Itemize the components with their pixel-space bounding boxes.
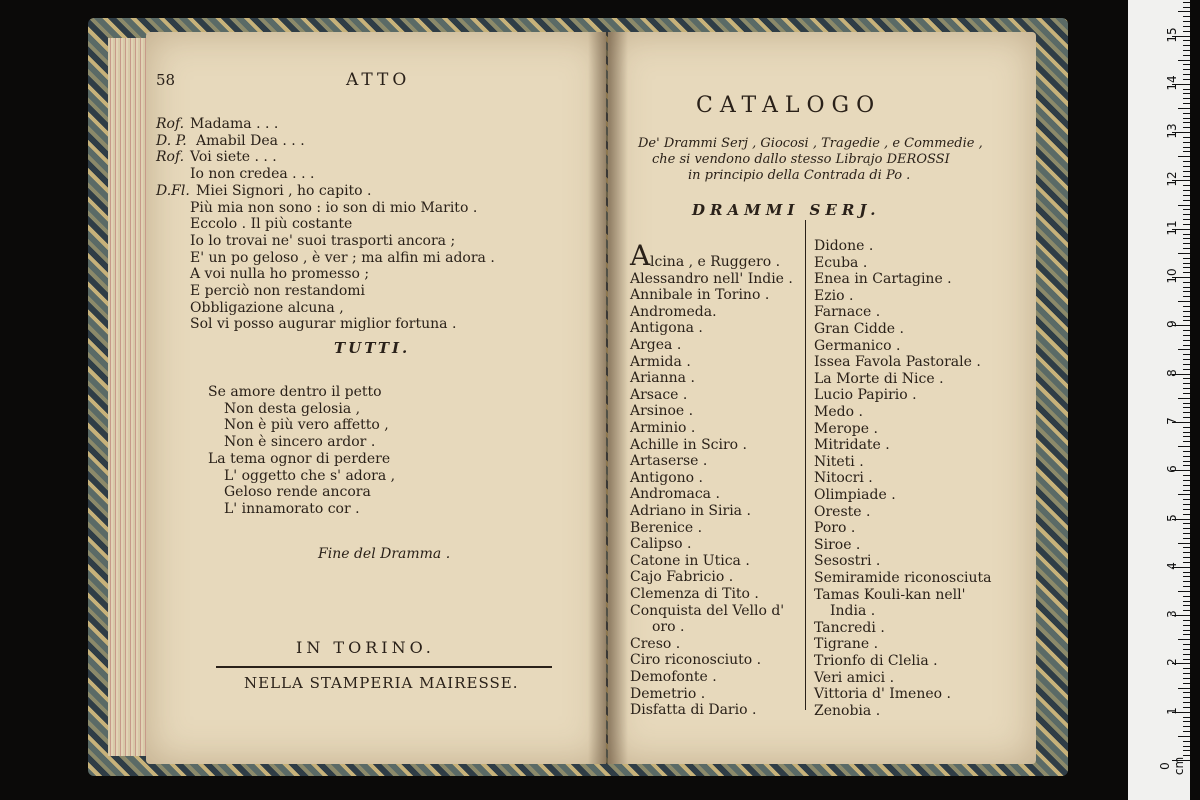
- catalog-entry: Trionfo di Clelia .: [814, 653, 938, 669]
- ruler-tick: [1183, 16, 1190, 17]
- ruler-tick: [1183, 258, 1190, 259]
- ruler-tick: [1183, 441, 1190, 442]
- ruler-tick: [1183, 234, 1190, 235]
- catalog-entry: Gran Cidde .: [814, 321, 904, 337]
- tutti-line: L' oggetto che s' adora ,: [224, 467, 396, 484]
- ruler-tick: [1183, 475, 1190, 476]
- ruler-tick: [1183, 171, 1190, 172]
- ruler-tick: [1183, 683, 1190, 684]
- ruler-tick: [1183, 287, 1190, 288]
- ruler-tick: [1183, 649, 1190, 650]
- speaker-label: Rof.: [156, 149, 185, 166]
- ruler-tick: [1183, 625, 1190, 626]
- ruler-tick: [1183, 451, 1190, 452]
- dialogue-line: Più mia non sono : io son di mio Marito .: [190, 199, 478, 216]
- ruler-tick: [1183, 741, 1190, 742]
- catalog-entry: Olimpiade .: [814, 487, 896, 503]
- ruler-tick: [1183, 263, 1190, 264]
- ruler-tick: [1178, 301, 1190, 302]
- ruler-tick: [1183, 147, 1190, 148]
- ruler-tick: [1183, 369, 1190, 370]
- tutti-line: Geloso rende ancora: [224, 484, 371, 501]
- ruler-tick: [1178, 446, 1190, 447]
- ruler-tick: [1183, 118, 1190, 119]
- ruler-tick: [1183, 456, 1190, 457]
- ruler-tick: [1183, 620, 1190, 621]
- ruler-tick: [1183, 64, 1190, 65]
- ruler-tick: [1183, 721, 1190, 722]
- ruler-number: 15: [1165, 26, 1179, 43]
- ruler-tick: [1183, 572, 1190, 573]
- ruler-tick: [1183, 523, 1190, 524]
- ruler-tick: [1183, 7, 1190, 8]
- ruler-tick: [1183, 499, 1190, 500]
- catalog-entry: Demetrio .: [630, 685, 706, 702]
- ruler-tick: [1183, 161, 1190, 162]
- ruler-tick: [1178, 494, 1190, 495]
- ruler-tick: [1183, 113, 1190, 114]
- ruler-number: 7: [1165, 417, 1179, 425]
- ruler-tick: [1183, 383, 1190, 384]
- book-gutter: [588, 32, 628, 764]
- ruler-tick: [1183, 151, 1190, 152]
- ruler-tick: [1183, 731, 1190, 732]
- ruler-tick: [1183, 219, 1190, 220]
- section-heading: DRAMMI SERJ.: [692, 201, 881, 219]
- ruler-tick: [1183, 605, 1190, 606]
- ruler-tick: [1183, 586, 1190, 587]
- catalog-entry: Tancredi .: [814, 619, 885, 636]
- ruler-tick: [1183, 311, 1190, 312]
- ruler-tick: [1183, 557, 1190, 558]
- catalog-entry: Veri amici .: [814, 669, 895, 686]
- ruler-tick: [1183, 316, 1190, 317]
- ruler-tick: [1183, 427, 1190, 428]
- ruler-tick: [1183, 673, 1190, 674]
- ruler-tick: [1183, 750, 1190, 751]
- catalog-entry: La Morte di Nice .: [814, 370, 944, 387]
- imprint-rule: [216, 666, 552, 668]
- speaker-label: D. P.: [156, 132, 187, 149]
- speaker-label: D.Fl.: [156, 182, 190, 199]
- ruler-tick: [1183, 166, 1190, 167]
- ruler-tick: [1178, 591, 1190, 592]
- ruler-tick: [1178, 736, 1190, 737]
- dialogue-line: Madama . . .: [190, 116, 279, 132]
- ruler-tick: [1183, 335, 1190, 336]
- ruler-tick: [1183, 320, 1190, 321]
- catalog-entry: Tamas Kouli-kan nell': [814, 586, 966, 603]
- ruler-tick: [1183, 21, 1190, 22]
- ruler-tick: [1183, 127, 1190, 128]
- ruler-tick: [1183, 50, 1190, 51]
- catalog-entry: Semiramide riconosciuta: [814, 570, 992, 586]
- ruler-tick: [1183, 224, 1190, 225]
- ruler-tick: [1183, 248, 1190, 249]
- ruler-tick: [1183, 45, 1190, 46]
- ruler-tick: [1183, 93, 1190, 94]
- ruler-tick: [1183, 89, 1190, 90]
- ruler-tick: [1178, 688, 1190, 689]
- book-cover: [88, 18, 1068, 776]
- imprint-printer: NELLA STAMPERIA MAIRESSE.: [244, 674, 519, 692]
- catalog-entry: Sesostri .: [814, 553, 881, 570]
- ruler-tick: [1183, 238, 1190, 239]
- catalog-entry: Didone .: [814, 238, 874, 254]
- catalog-subtitle-1: De' Drammi Serj , Giocosi , Tragedie , e Commedie ,: [638, 136, 983, 151]
- dialogue-line: E' un po geloso , è ver ; ma alfin mi adora .: [190, 249, 495, 266]
- ruler-tick: [1183, 55, 1190, 56]
- ruler-tick: [1183, 417, 1190, 418]
- ruler-number: 6: [1165, 465, 1179, 474]
- tutti-heading: TUTTI.: [334, 339, 411, 357]
- catalog-entry: Antigono .: [630, 469, 703, 486]
- catalog-entry: Zenobia .: [814, 702, 881, 719]
- ruler-tick: [1183, 697, 1190, 698]
- ruler-tick: [1183, 185, 1190, 186]
- ruler-tick: [1183, 340, 1190, 341]
- ruler-tick: [1183, 214, 1190, 215]
- ruler-tick: [1183, 746, 1190, 747]
- catalog-entry: Clemenza di Tito .: [630, 586, 759, 602]
- catalog-entry: Arminio .: [630, 420, 696, 436]
- tutti-line: Non è sincero ardor .: [224, 434, 376, 451]
- ruler-tick: [1183, 504, 1190, 505]
- catalog-entry: Antigona .: [630, 320, 703, 337]
- ruler-tick: [1183, 644, 1190, 645]
- ruler-tick: [1183, 659, 1190, 660]
- ruler-tick: [1183, 436, 1190, 437]
- ruler-tick: [1183, 601, 1190, 602]
- ruler-number: 4: [1165, 561, 1179, 570]
- ruler-tick: [1183, 74, 1190, 75]
- drop-cap: A: [630, 239, 651, 272]
- ruler-tick: [1183, 412, 1190, 413]
- catalog-entry: Farnace .: [814, 304, 881, 321]
- column-divider: [805, 220, 806, 710]
- page-number: 58: [156, 71, 176, 89]
- ruler-tick: [1183, 576, 1190, 577]
- tutti-line: Se amore dentro il petto: [208, 384, 382, 400]
- ruler-tick: [1183, 306, 1190, 307]
- catalog-entry: Creso .: [630, 635, 681, 652]
- catalog-entry: Enea in Cartagine .: [814, 271, 952, 288]
- ruler-tick: [1183, 354, 1190, 355]
- catalog-entry: Tigrane .: [814, 636, 879, 653]
- ruler-number: 1: [1165, 706, 1179, 715]
- catalog-entry: Ezio .: [814, 287, 854, 304]
- ruler-number: 14: [1165, 75, 1179, 91]
- ruler-tick: [1183, 291, 1190, 292]
- ruler-tick: [1178, 205, 1190, 206]
- right-page: [608, 32, 1036, 764]
- catalog-entry: Arsinoe .: [630, 403, 694, 420]
- catalog-entry: Vittoria d' Imeneo .: [814, 686, 951, 703]
- ruler-tick: [1183, 533, 1190, 534]
- ruler-tick: [1183, 403, 1190, 404]
- ruler-tick: [1183, 137, 1190, 138]
- catalog-subtitle-2: che si vendono dallo stesso Librajo DEROSSI: [652, 152, 950, 167]
- ruler-tick: [1183, 26, 1190, 27]
- tutti-line: L' innamorato cor .: [224, 500, 360, 517]
- ruler-tick: [1183, 630, 1190, 631]
- ruler-tick: [1178, 60, 1190, 61]
- ruler-tick: [1183, 69, 1190, 70]
- catalog-entry: Nitocri .: [814, 470, 873, 487]
- ruler-tick: [1183, 726, 1190, 727]
- ruler-number: 8: [1165, 368, 1179, 377]
- ruler-tick: [1183, 634, 1190, 635]
- ruler-tick: [1178, 349, 1190, 350]
- ruler-tick: [1183, 31, 1190, 32]
- ruler-tick: [1183, 272, 1190, 273]
- catalog-entry: Catone in Utica .: [630, 552, 750, 569]
- catalog-entry: Alessandro nell' Indie .: [630, 270, 793, 287]
- tutti-line: Non è più vero affetto ,: [224, 417, 389, 434]
- ruler-tick: [1183, 243, 1190, 244]
- ruler-tick: [1183, 103, 1190, 104]
- ruler-tick: [1183, 388, 1190, 389]
- catalog-entry: Arianna .: [630, 370, 695, 387]
- ruler-tick: [1183, 552, 1190, 553]
- ruler-tick: [1183, 359, 1190, 360]
- ruler-tick: [1183, 2, 1190, 3]
- catalog-entry: Lucio Papirio .: [814, 387, 917, 404]
- ruler-tick: [1183, 480, 1190, 481]
- running-head: ATTO: [346, 70, 411, 90]
- catalog-entry: Merope .: [814, 420, 878, 437]
- imprint-city: IN TORINO.: [296, 638, 435, 657]
- measuring-ruler: [1128, 0, 1190, 800]
- catalog-entry: lcina , e Ruggero .: [650, 254, 781, 270]
- ruler-tick: [1183, 330, 1190, 331]
- ruler-number: 2: [1165, 658, 1179, 667]
- ruler-tick: [1183, 485, 1190, 486]
- ruler-tick: [1183, 40, 1190, 41]
- ruler-tick: [1183, 692, 1190, 693]
- fine-line: Fine del Dramma .: [318, 546, 451, 562]
- ruler-tick: [1183, 668, 1190, 669]
- ruler-number: 13: [1165, 123, 1179, 139]
- dialogue-line: Eccolo . Il più costante: [190, 216, 353, 233]
- ruler-tick: [1183, 461, 1190, 462]
- ruler-tick: [1183, 267, 1190, 268]
- ruler-tick: [1183, 190, 1190, 191]
- ruler-tick: [1178, 543, 1190, 544]
- ruler-number: 12: [1165, 171, 1179, 188]
- ruler-tick: [1183, 528, 1190, 529]
- ruler-tick: [1183, 490, 1190, 491]
- catalog-entry: Germanico .: [814, 337, 901, 354]
- ruler-tick: [1183, 79, 1190, 80]
- dialogue-line: Io lo trovai ne' suoi trasporti ancora ;: [190, 232, 456, 249]
- ruler-tick: [1183, 209, 1190, 210]
- ruler-tick: [1183, 393, 1190, 394]
- tutti-line: Non desta gelosia ,: [224, 400, 361, 417]
- ruler-tick: [1183, 509, 1190, 510]
- catalog-entry: Armida .: [630, 353, 691, 370]
- dialogue-line: Obbligazione alcuna ,: [190, 299, 344, 316]
- catalog-entry: Ecuba .: [814, 254, 868, 271]
- catalog-entry: India .: [830, 603, 876, 620]
- ruler-number: 10: [1165, 268, 1179, 284]
- ruler-tick: [1183, 176, 1190, 177]
- catalog-entry: Artaserse .: [630, 453, 708, 470]
- ruler-tick: [1178, 108, 1190, 109]
- dialogue-line: Miei Signori , ho capito .: [196, 182, 372, 199]
- catalog-entry: Medo .: [814, 404, 863, 420]
- catalog-subtitle-3: in principio della Contrada di Po .: [688, 168, 911, 183]
- ruler-tick: [1183, 195, 1190, 196]
- ruler-number: 3: [1165, 610, 1179, 618]
- ruler-tick: [1178, 253, 1190, 254]
- catalog-entry: Niteti .: [814, 453, 864, 470]
- ruler-tick: [1183, 378, 1190, 379]
- dialogue-line: Voi siete . . .: [190, 149, 277, 166]
- catalog-title: CATALOGO: [696, 93, 882, 118]
- catalog-entry: Poro .: [814, 520, 856, 537]
- speaker-label: Rof.: [156, 116, 185, 132]
- catalog-entry: Conquista del Vello d': [630, 602, 785, 619]
- dialogue-line: Sol vi posso augurar miglior fortuna .: [190, 316, 457, 333]
- dialogue-line: E perciò non restandomi: [190, 283, 366, 299]
- dialogue-line: Amabil Dea . . .: [196, 132, 305, 149]
- ruler-tick: [1183, 596, 1190, 597]
- catalog-entry: Argea .: [630, 337, 682, 353]
- ruler-tick: [1178, 156, 1190, 157]
- catalog-entry: Arsace .: [630, 386, 688, 403]
- ruler-tick: [1183, 514, 1190, 515]
- catalog-entry: Cajo Fabricio .: [630, 569, 734, 586]
- ruler-tick: [1183, 296, 1190, 297]
- ruler-tick: [1183, 654, 1190, 655]
- catalog-entry: Andromaca .: [630, 486, 720, 503]
- catalog-entry: Ciro riconosciuto .: [630, 652, 762, 669]
- ruler-tick: [1183, 432, 1190, 433]
- ruler-tick: [1183, 98, 1190, 99]
- ruler-tick: [1183, 200, 1190, 201]
- ruler-tick: [1183, 678, 1190, 679]
- ruler-tick: [1183, 717, 1190, 718]
- left-page: [146, 32, 606, 764]
- catalog-entry: Oreste .: [814, 503, 871, 520]
- catalog-entry: Demofonte .: [630, 669, 717, 685]
- ruler-unit-label: 0 cm: [1158, 756, 1186, 776]
- ruler-tick: [1183, 581, 1190, 582]
- ruler-tick: [1183, 282, 1190, 283]
- dialogue-line: A voi nulla ho promesso ;: [190, 266, 370, 283]
- catalog-entry: Issea Favola Pastorale .: [814, 354, 981, 371]
- ruler-tick: [1183, 345, 1190, 346]
- catalog-entry: Achille in Sciro .: [630, 436, 748, 453]
- catalog-entry: Adriano in Siria .: [630, 503, 751, 519]
- ruler-tick: [1183, 562, 1190, 563]
- dialogue-line: Io non credea . . .: [190, 166, 315, 183]
- ruler-tick: [1178, 398, 1190, 399]
- ruler-tick: [1183, 610, 1190, 611]
- catalog-entry: Mitridate .: [814, 437, 890, 454]
- catalog-entry: Andromeda.: [630, 303, 717, 320]
- ruler-tick: [1183, 538, 1190, 539]
- ruler-tick: [1183, 707, 1190, 708]
- tutti-line: La tema ognor di perdere: [208, 450, 391, 467]
- ruler-tick: [1183, 547, 1190, 548]
- ruler-number: 5: [1165, 513, 1179, 522]
- ruler-tick: [1178, 11, 1190, 12]
- ruler-tick: [1183, 364, 1190, 365]
- catalog-entry: Siroe .: [814, 536, 861, 553]
- ruler-tick: [1183, 465, 1190, 466]
- ruler-tick: [1183, 407, 1190, 408]
- catalog-entry: oro .: [652, 619, 685, 636]
- ruler-tick: [1183, 142, 1190, 143]
- catalog-entry: Disfatta di Dario .: [630, 702, 757, 719]
- ruler-number: 11: [1165, 220, 1179, 236]
- catalog-entry: Annibale in Torino .: [630, 287, 770, 304]
- ruler-tick: [1183, 702, 1190, 703]
- catalog-entry: Berenice .: [630, 519, 703, 536]
- catalog-entry: Calipso .: [630, 536, 692, 553]
- ruler-number: 9: [1165, 320, 1179, 329]
- ruler-tick: [1183, 122, 1190, 123]
- ruler-tick: [1178, 639, 1190, 640]
